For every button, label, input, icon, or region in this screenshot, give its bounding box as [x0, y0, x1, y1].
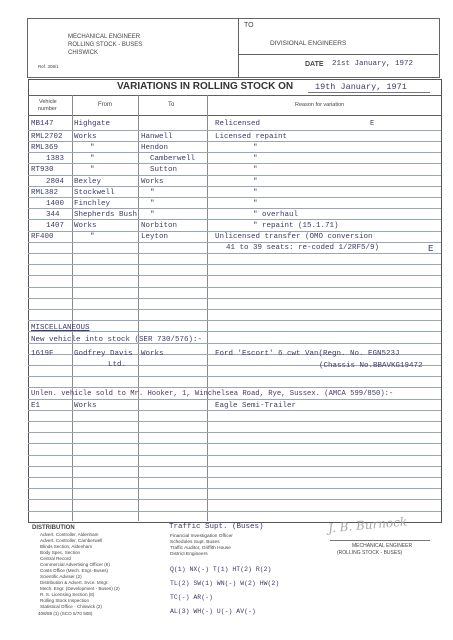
from-line-2: ROLLING STOCK - BUSES [68, 42, 143, 48]
row-reason: " [253, 189, 258, 197]
row-line [28, 141, 441, 142]
row-from: Works [74, 133, 97, 141]
col-line-1 [72, 95, 73, 521]
sign-title-2: (ROLLING STOCK - BUSES) [337, 550, 403, 556]
date-value: 21st January, 1972 [332, 60, 414, 68]
distribution-item: Rolling Stock Inspection [40, 598, 90, 603]
row-vehicle: RML382 [31, 189, 59, 197]
row-line [28, 511, 441, 512]
row-from: Works [74, 222, 97, 230]
distribution-item: Commercial Advertising Officer (6) [40, 562, 110, 567]
row-reason: " [253, 155, 258, 163]
row-line [28, 477, 441, 478]
misc-vehicle-e1: E1 [31, 402, 41, 410]
row-to: Camberwell [150, 155, 196, 163]
row-line [28, 130, 441, 131]
row-line [28, 219, 441, 220]
signature-text: J. B. Burnock [327, 514, 408, 536]
row-line [28, 275, 441, 276]
row-line [28, 421, 441, 422]
misc-from-1619b: Ltd. [108, 361, 127, 369]
garage-codes: Q(1) NX(-) T(1) HT(2) R(2) [170, 566, 272, 573]
row-line [28, 208, 441, 209]
date-divider [238, 54, 438, 55]
row-reason: 41 to 39 seats: re-coded 1/2RF5/9) [226, 244, 380, 252]
garage-codes: TC(-) AR(-) [170, 594, 213, 601]
sign-title-1: MECHANICAL ENGINEER [352, 543, 413, 549]
row-from: " [90, 144, 95, 152]
row-reason: " [253, 178, 258, 186]
row-vehicle: RML2702 [31, 133, 63, 141]
distribution-item: 408/69 (1) (SCO 5/70 508) [38, 611, 93, 616]
row-to: Hanwell [141, 133, 173, 141]
row-line [28, 309, 441, 310]
row-to: Leyton [141, 233, 169, 241]
misc-reason-1619b: (Chassis No.BBAVKG19472 [319, 362, 423, 370]
misc-from-e1: Works [74, 402, 97, 410]
col-header-vehicle-2: number [38, 106, 57, 112]
row-vehicle: 344 [46, 211, 60, 219]
row-to: " [150, 189, 155, 197]
misc-to-1619: Works [141, 350, 164, 358]
distribution-item: Advert. Controller, Camberwell [40, 538, 103, 543]
row-to: Norbiton [141, 222, 178, 230]
row-reason: " [253, 166, 258, 174]
table-title [117, 81, 293, 92]
row-vehicle: RML369 [31, 144, 59, 152]
header-divider [238, 18, 239, 77]
row-from: Finchley [74, 200, 111, 208]
row-line [28, 197, 441, 198]
row-from: " [90, 155, 95, 163]
row-vehicle: 1383 [46, 155, 65, 163]
distribution-item: Blinds Section, Aldenham [40, 544, 93, 549]
row-line [28, 488, 441, 489]
row-mark: E [370, 120, 375, 128]
row-line [28, 298, 441, 299]
traffic-item: Schedules Supt. Buses [170, 540, 220, 545]
row-vehicle: RF400 [31, 233, 54, 241]
row-line [28, 387, 441, 388]
misc-new-vehicle: New vehicle into stock (SER 730/576):- [31, 336, 203, 344]
col-header-to: To [168, 102, 175, 108]
distribution-item: Central Record [40, 556, 71, 561]
row-vehicle: 2804 [46, 178, 65, 186]
date-label: DATE [305, 61, 324, 68]
distribution-item: Mech. Engr. (Development - Buses) (2) [40, 586, 120, 591]
misc-reason-e1: Eagle Semi-Trailer [215, 402, 297, 410]
distribution-item: Body Spec. Section [40, 550, 81, 555]
row-mark: E [428, 244, 434, 254]
row-line [28, 175, 441, 176]
row-to: " [150, 211, 155, 219]
row-line [28, 455, 441, 456]
row-line [28, 242, 441, 243]
title-date: 19th January, 1971 [315, 82, 407, 92]
row-to: Sutton [150, 166, 178, 174]
col-header-vehicle-1: Vehicle [39, 99, 57, 105]
row-line [28, 399, 441, 400]
distribution-item: Statistical Office - Chiswick (2) [40, 604, 102, 609]
row-line [28, 231, 441, 232]
row-line [28, 152, 441, 153]
row-vehicle: MB147 [31, 120, 54, 128]
row-line [28, 376, 441, 377]
to-label: TO [244, 22, 254, 29]
row-line [28, 253, 441, 254]
col-line-3 [207, 95, 208, 521]
row-reason: Licensed repaint [215, 133, 288, 141]
garage-codes: TL(2) SW(1) WN(-) W(2) HW(2) [170, 580, 280, 587]
to-value: DIVISIONAL ENGINEERS [270, 40, 347, 47]
header-box [27, 18, 440, 78]
ref-number: Ref. 308/1 [38, 64, 59, 69]
row-reason: " [253, 200, 258, 208]
signature-line [330, 540, 430, 541]
column-header-top [28, 95, 441, 96]
row-line [28, 163, 441, 164]
row-line [28, 320, 441, 321]
misc-heading: MISCELLANEOUS [31, 324, 90, 332]
row-from: Highgate [74, 120, 111, 128]
row-vehicle: 1407 [46, 222, 65, 230]
row-vehicle: 1400 [46, 200, 65, 208]
column-header-bottom [28, 115, 441, 116]
row-to: Hendon [141, 144, 169, 152]
traffic-item: District Engineers [170, 552, 208, 557]
distribution-item: Costs Office (Mech. Engr.-Buses) [40, 568, 109, 573]
row-line [28, 499, 441, 500]
row-from: Bexley [74, 178, 102, 186]
row-line [28, 410, 441, 411]
from-line-3: CHISWICK [68, 50, 98, 56]
misc-from-1619: Godfrey Davis [74, 350, 133, 358]
traffic-supt: Traffic Supt. (Buses) [169, 523, 264, 531]
row-to: Works [141, 178, 164, 186]
row-line [28, 287, 441, 288]
row-line [28, 466, 441, 467]
row-line [28, 443, 441, 444]
from-line-1: MECHANICAL ENGINEER [68, 34, 141, 40]
distribution-item: Scientific Adviser (2) [40, 574, 82, 579]
row-to: " [150, 200, 155, 208]
col-line-2 [138, 95, 139, 521]
traffic-item: Traffic Auditor, Griffith House [170, 546, 231, 551]
distribution-item: Distribution & Advert. Svce. Mngr. [40, 580, 109, 585]
row-line [28, 432, 441, 433]
row-line [28, 186, 441, 187]
garage-codes: AL(3) WH(-) U(-) AV(-) [170, 608, 256, 615]
row-from: " [90, 233, 95, 241]
col-header-reason: Reason for variation [295, 102, 345, 108]
col-header-from: From [98, 102, 112, 108]
distribution-title: DISTRIBUTION [32, 525, 75, 531]
title-date-underline [308, 92, 430, 93]
row-line [28, 264, 441, 265]
misc-reason-1619: Ford 'Escort' 6 cwt Van(Regn. No. EGN523J [215, 350, 400, 358]
row-reason: " [253, 144, 258, 152]
row-reason: " repaint (15.1.71) [253, 222, 339, 230]
row-from: " [90, 166, 95, 174]
distribution-item: R. S. Licensing Section (8) [40, 592, 95, 597]
row-vehicle: RT930 [31, 166, 54, 174]
row-from: Shepherds Bush [74, 211, 138, 219]
misc-vehicle-1619: 1619F [31, 350, 54, 358]
title-prefix: VARIATIONS IN ROLLING STOCK ON [117, 81, 294, 92]
misc-sold-line: Unlen. vehicle sold to Mr. Hooker, 1, Winchelsea Road, Rye, Sussex. (AMCA 599/850):- [31, 390, 394, 398]
distribution-item: Advert. Controller, Aldenham [40, 532, 99, 537]
row-reason: " overhaul [253, 211, 299, 219]
row-reason: Relicensed [215, 120, 261, 128]
row-reason: Unlicensed transfer (OMO conversion [215, 233, 373, 241]
traffic-item: Financial Investigation Officer [170, 534, 233, 539]
row-from: Stockwell [74, 189, 115, 197]
